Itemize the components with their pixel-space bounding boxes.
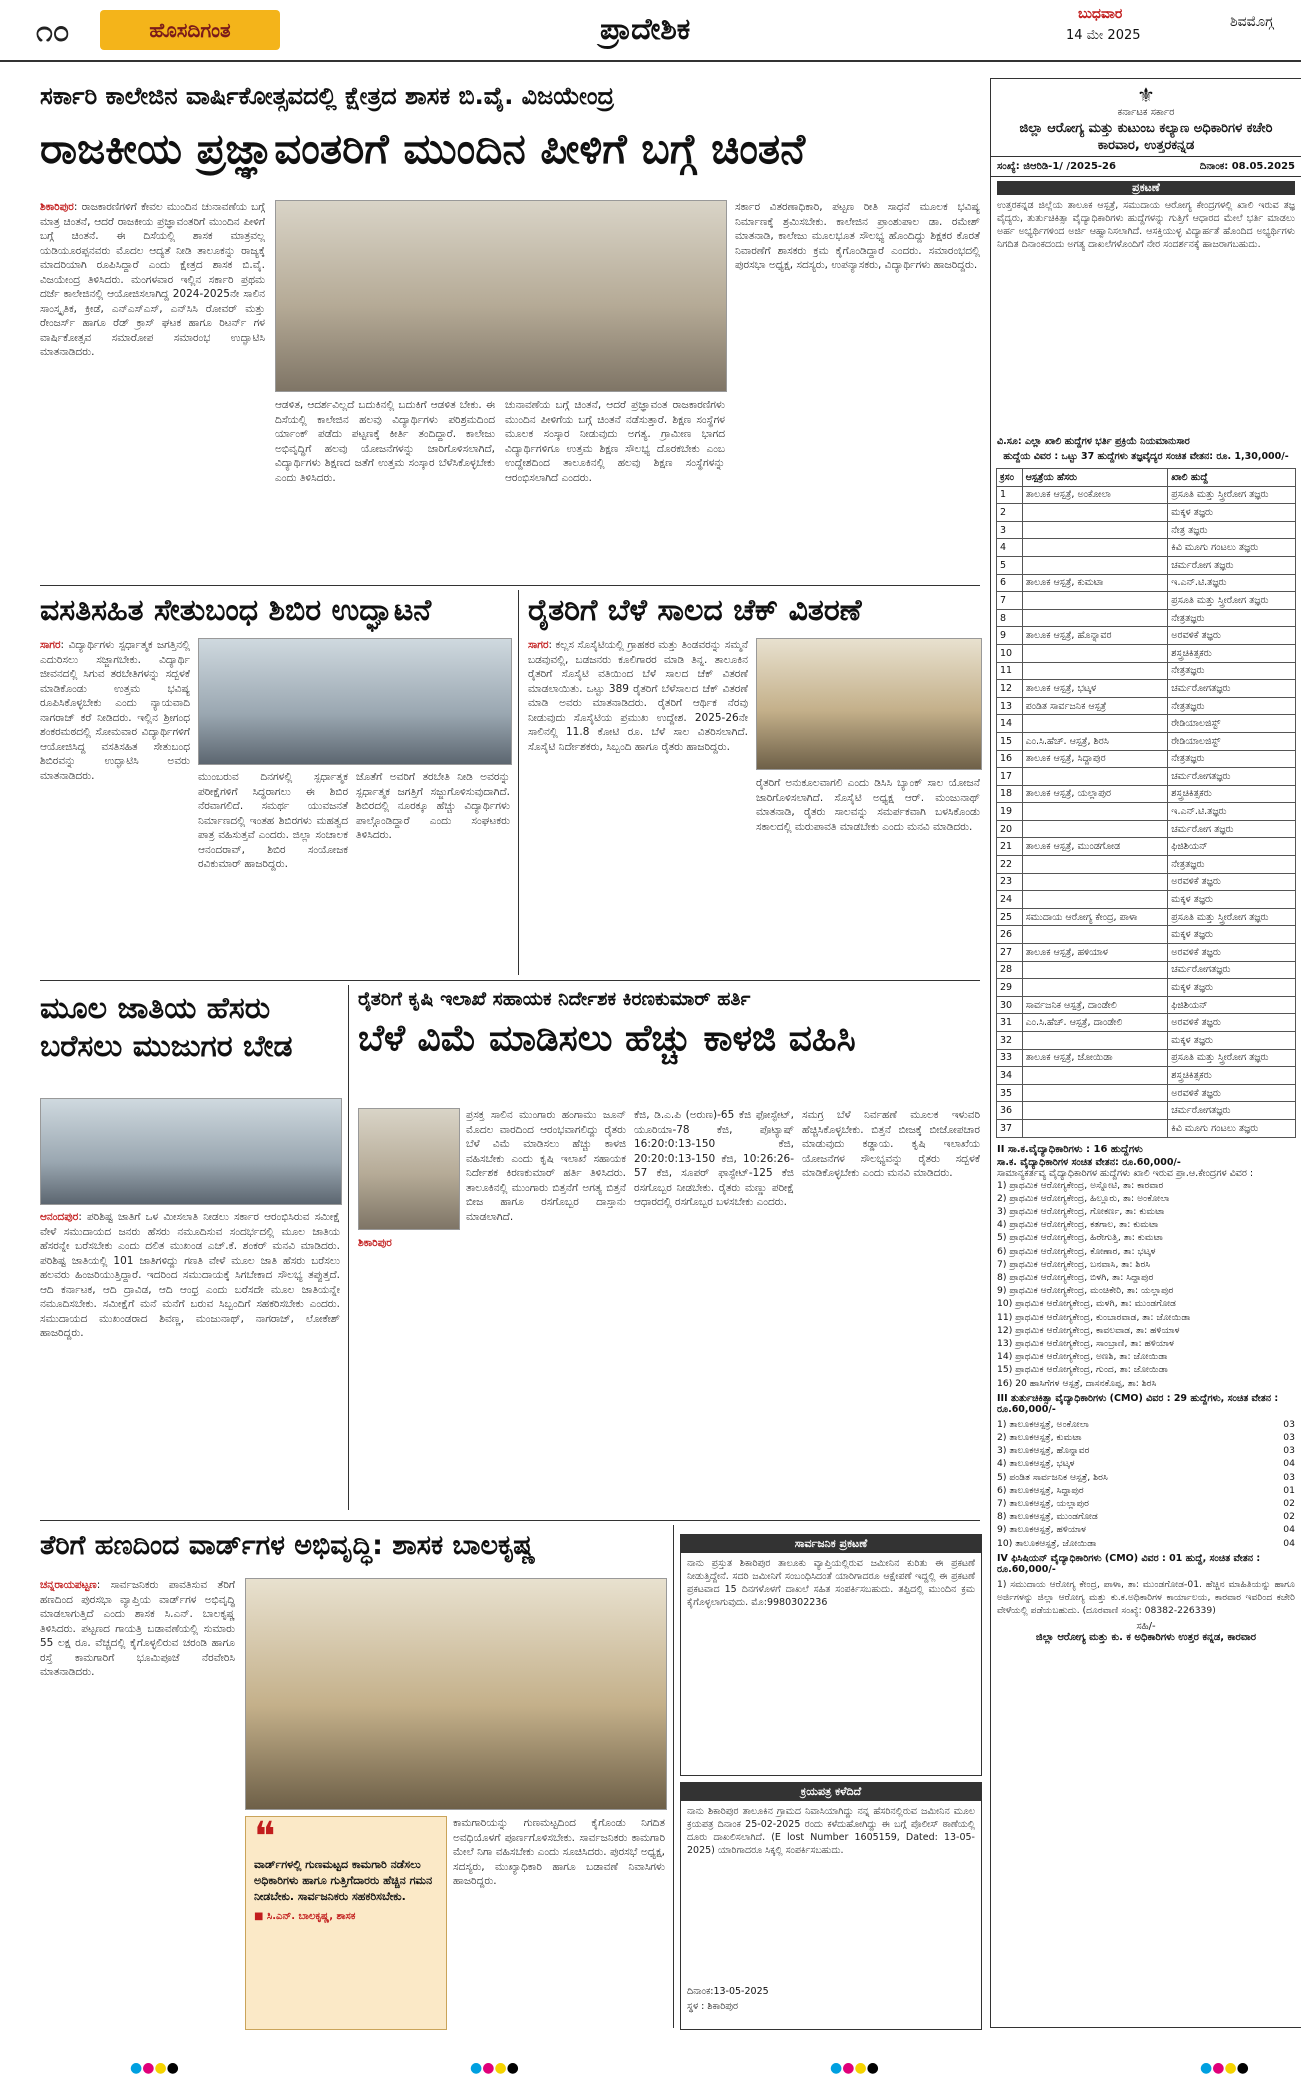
list-item: 12) ಪ್ರಾಥಮಿಕ ಆರೋಗ್ಯಕೇಂದ್ರ, ಕಾವಲವಾಡ, ತಾ: ಹಳಿಯಾಳ: [997, 1324, 1180, 1336]
table-cell: [1022, 556, 1168, 574]
table-cell: 23: [997, 873, 1023, 891]
table-cell: ಇ.ಎನ್.ಟಿ.ತಜ್ಞರು: [1168, 803, 1296, 821]
cheque-body-col2: ರೈತರಿಗೆ ಅನುಕೂಲವಾಗಲಿ ಎಂದು ಡಿಸಿಸಿ ಬ್ಯಾಂಕ್ ಸಾಲ ಯೋಜನೆ ಜಾರಿಗೊಳಿಸಲಾಗಿದೆ. ಸೊಸೈಟಿ ಅಧ್ಯಕ್ಷ ಆರ್. ಮಂಜುನಾಥ್ ಮಾತನಾಡಿ, ರೈತರು ಸಾಲವನ್ನು ಸಮರ್ಪಕವಾಗಿ ಬಳಸಿಕೊಂಡು ಸಕಾಲದಲ್ಲಿ ಮರುಪಾವತಿ ಮಾಡಬೇಕು ಎಂದು ಮನವಿ ಮಾಡಿದರು.: [756, 777, 980, 833]
table-cell: 4: [997, 539, 1023, 557]
table-cell: [1022, 1119, 1168, 1137]
ad-ref: ಸಂಖ್ಯೆ: ಜಿಆರಿಡಿ-1/ /2025-26: [997, 161, 1116, 172]
table-cell: 29: [997, 979, 1023, 997]
table-cell: 35: [997, 1084, 1023, 1102]
ad-sign-1: ಸಹಿ/-: [1136, 1620, 1156, 1632]
table-cell: [1022, 662, 1168, 680]
bridge-body-col2: ಮುಂಬರುವ ದಿನಗಳಲ್ಲಿ ಸ್ಪರ್ಧಾತ್ಮಕ ಪರೀಕ್ಷೆಗಳಿಗೆ ಸಿದ್ಧರಾಗಲು ಈ ಶಿಬಿರ ನೆರವಾಗಲಿದೆ. ಸಮರ್ಥ ಯುವಜನತೆ ನಿರ್ಮಾಣದಲ್ಲಿ ಇಂತಹ ಶಿಬಿರಗಳು ಮಹತ್ವದ ಪಾತ್ರ ವಹಿಸುತ್ತವೆ ಎಂದರು. ಜಿಲ್ಲಾ ಸಂಚಾಲಕ ಆನಂದರಾವ್, ಶಿಬಿರ ಸಂಯೋಜಕ ರವಿಕುಮಾರ್ ಹಾಜರಿದ್ದರು.: [198, 771, 348, 870]
table-cell: ನೇತ್ರತಜ್ಞರು: [1168, 662, 1296, 680]
sale-notice-title: ಕ್ರಯಪತ್ರ ಕಳೆದಿದೆ: [681, 1783, 981, 1801]
table-row: [997, 1102, 1296, 1120]
table-cell: 12: [997, 680, 1023, 698]
table-row: [997, 838, 1296, 856]
table-cell: ನೇತ್ರತಜ್ಞರು: [1168, 856, 1296, 874]
table-row: [997, 750, 1296, 768]
table-cell: [1022, 609, 1168, 627]
table-row: [997, 609, 1296, 627]
table-cell: ನೇತ್ರತಜ್ಞರು: [1168, 609, 1296, 627]
ad-section2-title: II ಸಾ.ಕ.ವೈದ್ಯಾಧಿಕಾರಿಗಳು : 16 ಹುದ್ದೆಗಳು: [997, 1143, 1143, 1155]
table-cell: 22: [997, 856, 1023, 874]
table-cell: 13: [997, 697, 1023, 715]
table-cell: 8: [997, 609, 1023, 627]
divider: [518, 590, 519, 975]
table-cell: ಎಂ.ಸಿ.ಹೆಚ್. ಆಸ್ಪತ್ರೆ, ಶಿರಸಿ: [1022, 732, 1168, 750]
table-row: [997, 627, 1296, 645]
table-row: [997, 662, 1296, 680]
list-item: [997, 1444, 1295, 1457]
table-cell: [1022, 539, 1168, 557]
table-cell: ಚರ್ಮರೋಗತಜ್ಞರು: [1168, 961, 1296, 979]
table-cell: [1022, 961, 1168, 979]
insurance-body-col3: ಸಮಗ್ರ ಬೆಳೆ ನಿರ್ವಹಣೆ ಮೂಲಕ ಇಳುವರಿ ಹೆಚ್ಚಿಸಿಕೊಳ್ಳಬೇಕು. ಬಿತ್ತನೆ ಬೀಜಕ್ಕೆ ಬೀಜೋಪಚಾರ ಮಾಡುವುದು ಕಡ್ಡಾಯ. ಕೃಷಿ ಇಲಾಖೆಯ ಯೋಜನೆಗಳ ಸೌಲಭ್ಯವನ್ನು ರೈತರು ಸದ್ಬಳಕೆ ಮಾಡಿಕೊಳ್ಳಬೇಕು ಎಂದು ಮನವಿ ಮಾಡಿದರು.: [802, 1109, 980, 1179]
vacancy-table-header: [997, 469, 1296, 487]
issue-day: ಬುಧವಾರ: [1078, 6, 1123, 22]
table-cell: ಇ.ಎನ್.ಟಿ.ತಜ್ಞರು: [1168, 574, 1296, 592]
wards-quote: ವಾರ್ಡ್‌ಗಳಲ್ಲಿ ಗುಣಮಟ್ಟದ ಕಾಮಗಾರಿ ನಡೆಸಲು ಅಧಿಕಾರಿಗಳು ಹಾಗೂ ಗುತ್ತಿಗೆದಾರರು ಹೆಚ್ಚಿನ ಗಮನ ನೀಡಬೇಕು. ಸಾರ್ವಜನಿಕರು ಸಹಕರಿಸಬೇಕು.: [254, 1858, 433, 1903]
section-title: ಪ್ರಾದೇಶಿಕ: [600, 12, 691, 47]
table-cell: 10: [997, 644, 1023, 662]
table-cell: ತಾಲೂಕ ಆಸ್ಪತ್ರೆ, ಕುಮಟಾ: [1022, 574, 1168, 592]
wards-quote-box: [245, 1816, 447, 2030]
table-cell: 27: [997, 944, 1023, 962]
table-row: [997, 908, 1296, 926]
table-row: [997, 891, 1296, 909]
public-notice-title: ಸಾರ್ವಜನಿಕ ಪ್ರಕಟಣೆ: [681, 1535, 981, 1553]
list-item-count: 04: [1283, 1524, 1295, 1536]
list-item: 4) ಪ್ರಾಥಮಿಕ ಆರೋಗ್ಯಕೇಂದ್ರ, ಕತಗಾಲ, ತಾ: ಕುಮಟಾ: [997, 1219, 1159, 1231]
table-cell: ಅರವಳಿಕೆ ತಜ್ಞರು: [1168, 873, 1296, 891]
cheque-headline: ರೈತರಿಗೆ ಬೆಳೆ ಸಾಲದ ಚೆಕ್ ವಿತರಣೆ: [528, 593, 862, 628]
table-row: [997, 996, 1296, 1014]
list-item: 10) ಪ್ರಾಥಮಿಕ ಆರೋಗ್ಯಕೇಂದ್ರ, ಮಳಗಿ, ತಾ: ಮುಂಡಗೋಡ: [997, 1298, 1176, 1310]
table-cell: ಚರ್ಮರೋಗ ತಜ್ಞರು: [1168, 556, 1296, 574]
list-item-count: 03: [1283, 1471, 1295, 1483]
caste-dateline: ಆನಂದಪುರ: [40, 1211, 79, 1223]
ad-tag: ಪ್ರಕಟಣೆ: [997, 181, 1295, 195]
list-item: [997, 1431, 1295, 1444]
table-cell: ಚರ್ಮರೋಗತಜ್ಞರು: [1168, 768, 1296, 786]
table-cell: ಪ್ರಸೂತಿ ಮತ್ತು ಸ್ತ್ರೀರೋಗ ತಜ್ಞರು: [1168, 592, 1296, 610]
list-item: 14) ಪ್ರಾಥಮಿಕ ಆರೋಗ್ಯಕೇಂದ್ರ, ಅಣಶಿ, ತಾ: ಜೋಯಿಡಾ: [997, 1351, 1168, 1363]
list-item-label: 8) ತಾಲೂಕಆಸ್ಪತ್ರೆ, ಮುಂಡಗೋಡ: [997, 1511, 1098, 1523]
list-item: [997, 1457, 1295, 1470]
table-cell: 1: [997, 486, 1023, 504]
edition-city: ಶಿವಮೊಗ್ಗ: [1230, 14, 1274, 30]
brand-name: ಹೊಸದಿಗಂತ: [149, 18, 231, 42]
divider: [40, 1520, 980, 1521]
table-cell: ಚರ್ಮರೋಗತಜ್ಞರು: [1168, 680, 1296, 698]
wards-dateline: ಚನ್ನರಾಯಪಟ್ಟಣ: [40, 1579, 97, 1591]
caste-headline: ಮೂಲ ಜಾತಿಯ ಹೆಸರು ಬರೆಸಲು ಮುಜುಗರ ಬೇಡ: [40, 991, 293, 1064]
vacancy-table: [996, 468, 1296, 1138]
cheque-dateline: ಸಾಗರ: [528, 639, 549, 651]
list-item: 9) ಪ್ರಾಥಮಿಕ ಆರೋಗ್ಯಕೇಂದ್ರ, ಮಂಚಿಕೇರಿ, ತಾ: ಯಲ್ಲಾಪುರ: [997, 1285, 1174, 1297]
table-row: [997, 556, 1296, 574]
caste-body: ಆನಂದಪುರ: ಪರಿಶಿಷ್ಟ ಜಾತಿಗೆ ಒಳ ಮೀಸಲಾತಿ ನೀಡಲು ಸರ್ಕಾರ ಆರಂಭಿಸಿರುವ ಸಮೀಕ್ಷೆ ವೇಳೆ ಸಮುದಾಯದ ಜನರು ಹೆಸರು ನಮೂದಿಸುವ ಸಂದರ್ಭದಲ್ಲಿ ಮೂಲ ಜಾತಿಯ ಹೆಸರನ್ನೇ ಬರೆಸಬೇಕು ಎಂದು ದಲಿತ ಮುಖಂಡ ಎಚ್.ಕೆ. ಶಂಕರ್ ಮನವಿ ಮಾಡಿದರು. ಪರಿಶಿಷ್ಟ ಜಾತಿಯಲ್ಲಿ 101 ಜಾತಿಗಳಿದ್ದು ಗಣತಿ ವೇಳೆ ಮೂಲ ಜಾತಿ ಹೆಸರು ಬರೆಸಲು ಹಲವರು ಹಿಂಜರಿಯುತ್ತಿದ್ದಾರೆ. ಇದರಿಂದ ಸಮುದಾಯಕ್ಕೆ ಸಿಗಬೇಕಾದ ಸೌಲಭ್ಯ ತಪ್ಪುತ್ತದೆ. ಆದಿ ಕರ್ನಾಟಕ, ಆದಿ ದ್ರಾವಿಡ, ಆದಿ ಆಂಧ್ರ ಎಂದು ಬರೆಸದೇ ಮೂಲ ಜಾತಿಯನ್ನೇ ನಮೂದಿಸಬೇಕು. ಸಮೀಕ್ಷೆಗೆ ಮನೆ ಮನೆಗೆ ಬರುವ ಸಿಬ್ಬಂದಿಗೆ ಸಹಕರಿಸಬೇಕು ಎಂದರು. ಸಮುದಾಯದ ಮುಖಂಡರಾದ ಶಿವಣ್ಣ, ಮಂಜುನಾಥ್, ನಾಗರಾಜ್, ಲೋಕೇಶ್ ಹಾಜರಿದ್ದರು.: [40, 1211, 340, 1339]
insurance-body-col1: ಪ್ರಸಕ್ತ ಸಾಲಿನ ಮುಂಗಾರು ಹಂಗಾಮು ಜೂನ್ ಮೊದಲ ವಾರದಿಂದ ಆರಂಭವಾಗಲಿದ್ದು ರೈತರು ಬೆಳೆ ವಿಮೆ ಮಾಡಿಸಲು ಹೆಚ್ಚು ಕಾಳಜಿ ವಹಿಸಬೇಕು ಎಂದು ಕೃಷಿ ಇಲಾಖೆ ಸಹಾಯಕ ನಿರ್ದೇಶಕ ಕಿರಣಕುಮಾರ್ ಹರ್ತಿ ತಿಳಿಸಿದರು. ತಾಲೂಕಿನಲ್ಲಿ ಮುಂಗಾರು ಬಿತ್ತನೆಗೆ ಅಗತ್ಯ ಬಿತ್ತನೆ ಬೀಜ ಹಾಗೂ ರಸಗೊಬ್ಬರ ದಾಸ್ತಾನು ಮಾಡಲಾಗಿದೆ.: [466, 1109, 626, 1223]
wards-quote-author: ■ ಸಿ.ಎನ್. ಬಾಲಕೃಷ್ಣ, ಶಾಸಕ: [254, 1911, 356, 1922]
list-item: 8) ಪ್ರಾಥಮಿಕ ಆರೋಗ್ಯಕೇಂದ್ರ, ಬಿಳಗಿ, ತಾ: ಸಿದ್ದಾಪುರ: [997, 1271, 1154, 1283]
table-cell: 31: [997, 1014, 1023, 1032]
divider: [40, 980, 980, 981]
cheque-body-text-1: ಕಲ್ಲಸ ಸೊಸೈಟಿಯಲ್ಲಿ ಗ್ರಾಹಕರ ಮತ್ತು ತಿಂಡವರನ್ನು ಸಮ್ಮನೆ ಬಡವುವಲ್ಲಿ, ಬಡಜನರು ಕೂಲಿಗಾರರ ಮಾಡಿ ತಿನ್ನ. ತಾಲೂಕಿನ ರೈತರಿಗೆ ಸೊಸೈಟಿ ವತಿಯಿಂದ ಬೆಳೆ ಸಾಲದ ಚೆಕ್ ವಿತರಣೆ ಮಾಡಲಾಯಿತು. ಒಟ್ಟು 389 ರೈತರಿಗೆ ಬೆಳೆಸಾಲದ ಚೆಕ್ ವಿತರಣೆ ಮಾಡಿ ಅವರು ಮಾತನಾಡಿದರು.: [528, 639, 748, 709]
table-row: [997, 926, 1296, 944]
table-header-cell: ಆಸ್ಪತ್ರೆಯ ಹೆಸರು: [1022, 469, 1168, 487]
table-cell: ಪ್ರಸೂತಿ ಮತ್ತು ಸ್ತ್ರೀರೋಗ ತಜ್ಞರು: [1168, 486, 1296, 504]
list-item: 6) ಪ್ರಾಥಮಿಕ ಆರೋಗ್ಯಕೇಂದ್ರ, ಕೋಣಾರ, ತಾ: ಭಟ್ಕಳ: [997, 1245, 1156, 1257]
table-cell: 7: [997, 592, 1023, 610]
registration-mark: ●●●●: [470, 2060, 519, 2076]
table-row: [997, 539, 1296, 557]
divider: [673, 1525, 674, 2028]
table-cell: ನೇತ್ರತಜ್ಞರು: [1168, 750, 1296, 768]
sale-notice-place: ಸ್ಥಳ : ಶಿಕಾರಿಪುರ: [687, 2001, 739, 2012]
page-header: [0, 0, 1301, 62]
table-cell: 24: [997, 891, 1023, 909]
wards-body-col2: ಕಾಮಗಾರಿಯನ್ನು ಗುಣಮಟ್ಟದಿಂದ ಕೈಗೊಂಡು ನಿಗದಿತ ಅವಧಿಯೊಳಗೆ ಪೂರ್ಣಗೊಳಿಸಬೇಕು. ಸಾರ್ವಜನಿಕರು ಕಾಮಗಾರಿ ಮೇಲೆ ನಿಗಾ ವಹಿಸಬೇಕು ಎಂದು ಸೂಚಿಸಿದರು. ಪುರಸಭೆ ಅಧ್ಯಕ್ಷ, ಸದಸ್ಯರು, ಮುಖ್ಯಾಧಿಕಾರಿ ಹಾಗೂ ಬಡಾವಣೆ ನಿವಾಸಿಗಳು ಹಾಜರಿದ್ದರು.: [453, 1817, 665, 1887]
ad-section2-list: [991, 1179, 1301, 1390]
table-row: [997, 768, 1296, 786]
table-row: [997, 732, 1296, 750]
table-cell: 19: [997, 803, 1023, 821]
vacancy-table-body: [997, 486, 1296, 1137]
table-cell: 15: [997, 732, 1023, 750]
table-cell: [1022, 521, 1168, 539]
table-cell: [1022, 820, 1168, 838]
list-item-count: 03: [1283, 1418, 1295, 1430]
table-header-cell: ಕ್ರಸಂ: [997, 469, 1023, 487]
table-cell: 16: [997, 750, 1023, 768]
table-cell: ತಾಲೂಕ ಆಸ್ಪತ್ರೆ, ಮುಂಡಗೋಡ: [1022, 838, 1168, 856]
table-cell: ಫಿಜಿಶಿಯನ್: [1168, 996, 1296, 1014]
table-row: [997, 592, 1296, 610]
table-row: [997, 680, 1296, 698]
lead-photo: [275, 200, 727, 392]
list-item: 3) ಪ್ರಾಥಮಿಕ ಆರೋಗ್ಯಕೇಂದ್ರ, ಗೋಕರ್ಣ, ತಾ: ಕುಮಟಾ: [997, 1205, 1165, 1217]
list-item: [997, 1484, 1295, 1497]
list-item-label: 6) ತಾಲೂಕಆಸ್ಪತ್ರೆ, ಸಿದ್ದಾಪುರ: [997, 1484, 1084, 1496]
table-cell: [1022, 644, 1168, 662]
bridge-photo: [198, 638, 512, 765]
table-row: [997, 944, 1296, 962]
lead-body-text-1: ರಾಜಕಾರಣಿಗಳಿಗೆ ಕೇವಲ ಮುಂದಿನ ಚುನಾವಣೆಯ ಬಗ್ಗೆ ಮಾತ್ರ ಚಿಂತನೆ, ಆದರೆ ರಾಜಕೀಯ ಪ್ರಜ್ಞಾವಂತರಿಗೆ ಮುಂದಿನ ಪೀಳಿಗೆ ಬಗ್ಗೆ ಚಿಂತನೆ. ಈ ದಿಸೆಯಲ್ಲಿ ಶಾಸಕ ಮಾತ್ರವಲ್ಲ ಯಡಿಯೂರಪ್ಪನವರು ಮೊದಲ ಆದ್ಯತೆ ನೀಡಿ ತಾಲೂಕನ್ನು ರಾಜ್ಯಕ್ಕೆ ಮಾದರಿಯಾಗಿ ರೂಪಿಸಿದ್ದಾರೆ ಎಂದು ಕ್ಷೇತ್ರದ ಶಾಸಕ ಬಿ.ವೈ. ವಿಜಯೇಂದ್ರ ತಿಳಿಸಿದರು. ಮಂಗಳವಾರ ಇಲ್ಲಿನ ಸರ್ಕಾರಿ ಪ್ರಥಮ ದರ್ಜೆ ಕಾಲೇಜಿನಲ್ಲಿ ಆಯೋಜಿಸಲಾಗಿದ್ದ 2024-2025ನೇ ಸಾಲಿನ ಸಾಂಸ್ಕೃತಿಕ, ಕ್ರೀಡೆ, ಎನ್‌ಎಸ್‌ಎಸ್, ಎನ್‌ಸಿಸಿ ರೋವರ್ ಮತ್ತು ರೇಂಜರ್ಸ್ ಹಾಗೂ ರೆಡ್ ಕ್ರಾಸ್ ಘಟಕ ಹಾಗೂ ರಿಟರ್ನ್ ಗಳ ವಾರ್ಷಿಕೋತ್ಸವ ಸಮಾರೋಪ ಸಮಾರಂಭ ಉದ್ಘಾಟಿಸಿ ಮಾತನಾಡಿದರು.: [40, 201, 265, 358]
table-row: [997, 856, 1296, 874]
ad-sign-2: ಜಿಲ್ಲಾ ಆರೋಗ್ಯ ಮತ್ತು ಕು. ಕ ಅಧಿಕಾರಿಗಳು ಉತ್ತರ ಕನ್ನಡ, ಕಾರವಾರ: [1035, 1631, 1257, 1643]
list-item: [997, 1510, 1295, 1523]
caste-body-text: ಪರಿಶಿಷ್ಟ ಜಾತಿಗೆ ಒಳ ಮೀಸಲಾತಿ ನೀಡಲು ಸರ್ಕಾರ ಆರಂಭಿಸಿರುವ ಸಮೀಕ್ಷೆ ವೇಳೆ ಸಮುದಾಯದ ಜನರು ಹೆಸರು ನಮೂದಿಸುವ ಸಂದರ್ಭದಲ್ಲಿ ಮೂಲ ಜಾತಿಯ ಹೆಸರನ್ನೇ ಬರೆಸಬೇಕು ಎಂದು ದಲಿತ ಮುಖಂಡ ಎಚ್.ಕೆ. ಶಂಕರ್ ಮನವಿ ಮಾಡಿದರು. ಪರಿಶಿಷ್ಟ ಜಾತಿಯಲ್ಲಿ 101 ಜಾತಿಗಳಿದ್ದು ಗಣತಿ ವೇಳೆ ಮೂಲ ಜಾತಿ ಹೆಸರು ಬರೆಸಲು ಹಲವರು ಹಿಂಜರಿಯುತ್ತಿದ್ದಾರೆ. ಇದರಿಂದ ಸಮುದಾಯಕ್ಕೆ ಸಿಗಬೇಕಾದ ಸೌಲಭ್ಯ ತಪ್ಪುತ್ತದೆ. ಆದಿ ಕರ್ನಾಟಕ, ಆದಿ ದ್ರಾವಿಡ, ಆದಿ ಆಂಧ್ರ ಎಂದು ಬರೆಸದೇ ಮೂಲ ಜಾತಿಯನ್ನೇ ನಮೂದಿಸಬೇಕು. ಸಮೀಕ್ಷೆಗೆ ಮನೆ ಮನೆಗೆ ಬರುವ ಸಿಬ್ಬಂದಿಗೆ ಸಹಕರಿಸಬೇಕು ಎಂದರು. ಸಮುದಾಯದ ಮುಖಂಡರಾದ ಶಿವಣ್ಣ, ಮಂಜುನಾಥ್, ನಾಗರಾಜ್, ಲೋಕೇಶ್ ಹಾಜರಿದ್ದರು.: [40, 1211, 340, 1339]
ad-section4-title: IV ಫಿಸಿಷಿಯನ್ ವೈದ್ಯಾಧಿಕಾರಿಗಳು (CMO) ವಿವರ : 01 ಹುದ್ದೆ, ಸಂಚಿತ ವೇತನ : ರೂ.60,000/-: [997, 1552, 1261, 1575]
table-cell: 18: [997, 785, 1023, 803]
lead-dateline: ಶಿಕಾರಿಪುರ: [40, 201, 74, 213]
table-cell: [1022, 873, 1168, 891]
list-item: 7) ಪ್ರಾಥಮಿಕ ಆರೋಗ್ಯಕೇಂದ್ರ, ಬನವಾಸಿ, ತಾ: ಶಿರಸಿ: [997, 1258, 1151, 1270]
table-cell: 17: [997, 768, 1023, 786]
table-cell: ಮಕ್ಕಳ ತಜ್ಞರು: [1168, 926, 1296, 944]
quote-mark-icon: ❝: [254, 1814, 276, 1860]
table-cell: ಶಸ್ತ್ರಚಿಕಿತ್ಸಕರು: [1168, 785, 1296, 803]
table-cell: ಮಕ್ಕಳ ತಜ್ಞರು: [1168, 504, 1296, 522]
table-cell: 25: [997, 908, 1023, 926]
table-cell: 26: [997, 926, 1023, 944]
table-cell: ಮಕ್ಕಳ ತಜ್ಞರು: [1168, 979, 1296, 997]
table-cell: ಮಕ್ಕಳ ತಜ್ಞರು: [1168, 891, 1296, 909]
table-cell: ಅರವಳಿಕೆ ತಜ್ಞರು: [1168, 1084, 1296, 1102]
table-cell: ಪ್ರಸೂತಿ ಮತ್ತು ಸ್ತ್ರೀರೋಗ ತಜ್ಞರು: [1168, 1049, 1296, 1067]
cheque-body-text-2: ರೈತರಿಗೆ ಆರ್ಥಿಕ ನೆರವು ನೀಡುವುದು ಸೊಸೈಟಿಯ ಪ್ರಮುಖ ಉದ್ದೇಶ. 2025-26ನೇ ಸಾಲಿನಲ್ಲಿ 11.8 ಕೋಟಿ ರೂ. ಬೆಳೆ ಸಾಲ ವಿತರಿಸಲಾಗಿದೆ. ಸೊಸೈಟಿ ನಿರ್ದೇಶಕರು, ಸಿಬ್ಬಂದಿ ಹಾಗೂ ರೈತರು ಹಾಜರಿದ್ದರು.: [528, 697, 748, 753]
bridge-dateline: ಸಾಗರ: [40, 639, 61, 651]
list-item-label: 9) ತಾಲೂಕಆಸ್ಪತ್ರೆ, ಹಳಿಯಾಳ: [997, 1524, 1086, 1536]
table-cell: ತಾಲೂಕ ಆಸ್ಪತ್ರೆ, ಹಳಿಯಾಳ: [1022, 944, 1168, 962]
table-cell: ಚರ್ಮರೋಗತಜ್ಞರು: [1168, 1102, 1296, 1120]
list-item-label: 4) ತಾಲೂಕಆಸ್ಪತ್ರೆ, ಭಟ್ಕಳ: [997, 1458, 1075, 1470]
table-row: [997, 1067, 1296, 1085]
ad-ref-row: [991, 156, 1301, 177]
cheque-body-col1: ಸಾಗರ: ಕಲ್ಲಸ ಸೊಸೈಟಿಯಲ್ಲಿ ಗ್ರಾಹಕರ ಮತ್ತು ತಿಂಡವರನ್ನು ಸಮ್ಮನೆ ಬಡವುವಲ್ಲಿ, ಬಡಜನರು ಕೂಲಿಗಾರರ ಮಾಡಿ ತಿನ್ನ. ತಾಲೂಕಿನ ರೈತರಿಗೆ ಸೊಸೈಟಿ ವತಿಯಿಂದ ಬೆಳೆ ಸಾಲದ ಚೆಕ್ ವಿತರಣೆ ಮಾಡಲಾಯಿತು. ಒಟ್ಟು 389 ರೈತರಿಗೆ ಬೆಳೆಸಾಲದ ಚೆಕ್ ವಿತರಣೆ ಮಾಡಿ ಅವರು ಮಾತನಾಡಿದರು. ರೈತರಿಗೆ ಆರ್ಥಿಕ ನೆರವು ನೀಡುವುದು ಸೊಸೈಟಿಯ ಪ್ರಮುಖ ಉದ್ದೇಶ. 2025-26ನೇ ಸಾಲಿನಲ್ಲಿ 11.8 ಕೋಟಿ ರೂ. ಬೆಳೆ ಸಾಲ ವಿತರಿಸಲಾಗಿದೆ. ಸೊಸೈಟಿ ನಿರ್ದೇಶಕರು, ಸಿಬ್ಬಂದಿ ಹಾಗೂ ರೈತರು ಹಾಜರಿದ್ದರು.: [528, 639, 748, 753]
table-row: [997, 873, 1296, 891]
table-row: [997, 1084, 1296, 1102]
list-item-label: 1) ತಾಲೂಕಆಸ್ಪತ್ರೆ, ಅಂಕೋಲಾ: [997, 1418, 1089, 1430]
table-cell: 3: [997, 521, 1023, 539]
table-cell: ಅರವಳಿಕೆ ತಜ್ಞರು: [1168, 1014, 1296, 1032]
ad-section4-body: 1) ಸಮುದಾಯ ಆರೋಗ್ಯ ಕೇಂದ್ರ, ಪಾಳಾ, ತಾ: ಮುಂಡಗೋಡ-01. ಹೆಚ್ಚಿನ ಮಾಹಿತಿಯನ್ನು ಹಾಗೂ ಅರ್ಜಿಗಳನ್ನು ಜಿಲ್ಲಾ ಆರೋಗ್ಯ ಮತ್ತು ಕು.ಕ.ಅಧಿಕಾರಿಗಳ ಕಾರ್ಯಾಲಯ, ಕಾರವಾರ ಇವರಿಂದ ಕಚೇರಿ ವೇಳೆಯಲ್ಲಿ ಪಡೆಯಬಹುದು. (ದೂರವಾಣಿ ಸಂಖ್ಯೆ: 08382-226339): [997, 1578, 1295, 1616]
list-item-label: 10) ತಾಲೂಕಆಸ್ಪತ್ರೆ, ಜೋಯಿಡಾ: [997, 1537, 1097, 1549]
table-cell: ತಾಲೂಕ ಆಸ್ಪತ್ರೆ, ಸಿದ್ದಾಪುರ: [1022, 750, 1168, 768]
table-cell: [1022, 803, 1168, 821]
divider: [40, 585, 980, 586]
table-cell: ತಾಲೂಕ ಆಸ್ಪತ್ರೆ, ಯಲ್ಲಾಪುರ: [1022, 785, 1168, 803]
table-cell: 21: [997, 838, 1023, 856]
table-cell: [1022, 592, 1168, 610]
table-cell: [1022, 1067, 1168, 1085]
masthead-logo: [100, 10, 280, 50]
list-item-count: 02: [1283, 1498, 1295, 1510]
list-item: [997, 1418, 1295, 1431]
table-cell: ರೇಡಿಯಾಲಜಿಸ್ಟ್: [1168, 715, 1296, 733]
ad-section2-pay: ಸಾ.ಕ. ವೈದ್ಯಾಧಿಕಾರಿಗಳ ಸಂಚಿತ ವೇತನ: ರೂ.60,000/-: [997, 1156, 1181, 1168]
page-number: ೧೦: [36, 14, 70, 49]
public-notice: [680, 1534, 982, 1776]
ad-section2-sub: ಸಾಮಾನ್ಯಕರ್ತವ್ಯ ವೈದ್ಯಾಧಿಕಾರಿಗಳ ಹುದ್ದೆಗಳು ಖಾಲಿ ಇರುವ ಪ್ರಾ.ಆ.ಕೇಂದ್ರಗಳ ವಿವರ :: [997, 1167, 1254, 1179]
table-cell: [1022, 979, 1168, 997]
lead-headline: ರಾಜಕೀಯ ಪ್ರಜ್ಞಾವಂತರಿಗೆ ಮುಂದಿನ ಪೀಳಿಗೆ ಬಗ್ಗೆ ಚಿಂತನೆ: [40, 124, 806, 173]
table-cell: ಸಮುದಾಯ ಆರೋಗ್ಯ ಕೇಂದ್ರ, ಪಾಳಾ: [1022, 908, 1168, 926]
registration-mark: ●●●●: [1200, 2060, 1249, 2076]
bridge-headline: ವಸತಿಸಹಿತ ಸೇತುಬಂಧ ಶಿಬಿರ ಉದ್ಘಾಟನೆ: [40, 593, 432, 628]
table-cell: ಶಸ್ತ್ರಚಿಕಿತ್ಸಕರು: [1168, 644, 1296, 662]
cheque-photo: [756, 638, 982, 770]
table-cell: ಫಿಜಿಶಿಯನ್: [1168, 838, 1296, 856]
table-cell: ಶಸ್ತ್ರಚಿಕಿತ್ಸಕರು: [1168, 1067, 1296, 1085]
table-cell: ಪಂಡಿತ ಸಾರ್ವಜನಿಕ ಆಸ್ಪತ್ರೆ: [1022, 697, 1168, 715]
table-row: [997, 644, 1296, 662]
table-cell: 28: [997, 961, 1023, 979]
list-item: [997, 1497, 1295, 1510]
issue-date: 14 ಮೇ 2025: [1066, 28, 1141, 43]
table-row: [997, 1014, 1296, 1032]
table-cell: 20: [997, 820, 1023, 838]
table-cell: ತಾಲೂಕ ಆಸ್ಪತ್ರೆ, ಹೊನ್ನಾವರ: [1022, 627, 1168, 645]
table-cell: 32: [997, 1032, 1023, 1050]
official-portrait: [358, 1108, 460, 1230]
lead-body-col2: ಆಡಳಿತ, ಆದರ್ಶವಿಲ್ಲದೆ ಬದುಕಿನಲ್ಲಿ ಬದುಕಿಗೆ ಆಡಳಿತ ಬೇಕು. ಈ ದಿಸೆಯಲ್ಲಿ ಕಾಲೇಜಿನ ಹಲವು ವಿದ್ಯಾರ್ಥಿಗಳು ಪರಿಶ್ರಮದಿಂದ ರ್ಯಾಂಕ್ ಪಡೆದು ಪಟ್ಟಣಕ್ಕೆ ಕೀರ್ತಿ ತಂದಿದ್ದಾರೆ. ಕಾಲೇಜು ಅಭಿವೃದ್ಧಿಗೆ ಹಲವು ಯೋಜನೆಗಳನ್ನು ಜಾರಿಗೊಳಿಸಲಾಗಿದೆ, ವಿದ್ಯಾರ್ಥಿಗಳು ಶಿಕ್ಷಣದ ಜತೆಗೆ ಉತ್ತಮ ಸಂಸ್ಕಾರ ಬೆಳೆಸಿಕೊಳ್ಳಬೇಕು ಎಂದು ತಿಳಿಸಿದರು.: [275, 399, 495, 484]
wards-body-col1: ಚನ್ನರಾಯಪಟ್ಟಣ: ಸಾರ್ವಜನಿಕರು ಪಾವತಿಸುವ ತೆರಿಗೆ ಹಣದಿಂದ ಪುರಸಭಾ ವ್ಯಾಪ್ತಿಯ ವಾರ್ಡ್‌ಗಳ ಅಭಿವೃದ್ಧಿ ಮಾಡಲಾಗುತ್ತಿದೆ ಎಂದು ಶಾಸಕ ಸಿ.ಎನ್. ಬಾಲಕೃಷ್ಣ ತಿಳಿಸಿದರು. ಪಟ್ಟಣದ ಗಾಯತ್ರಿ ಬಡಾವಣೆಯಲ್ಲಿ ಸುಮಾರು 55 ಲಕ್ಷ ರೂ. ವೆಚ್ಚದಲ್ಲಿ ಕೈಗೊಳ್ಳಲಿರುವ ಚರಂಡಿ ಹಾಗೂ ರಸ್ತೆ ಕಾಮಗಾರಿಗೆ ಭೂಮಿಪೂಜೆ ನೆರವೇರಿಸಿ ಮಾತನಾಡಿದರು.: [40, 1579, 235, 1678]
ad-section3-title: III ತುರ್ತುಚಿಕಿತ್ಸಾ ವೈದ್ಯಾಧಿಕಾರಿಗಳು (CMO) ವಿವರ : 29 ಹುದ್ದೆಗಳು, ಸಂಚಿತ ವೇತನ : ರೂ.60,000/-: [997, 1392, 1279, 1415]
table-cell: ಎಂ.ಸಿ.ಹೆಚ್. ಆಸ್ಪತ್ರೆ, ದಾಂಡೇಲಿ: [1022, 1014, 1168, 1032]
ad-ref-date: ದಿನಾಂಕ: 08.05.2025: [1199, 161, 1295, 172]
table-cell: 36: [997, 1102, 1023, 1120]
table-cell: ತಾಲೂಕ ಆಸ್ಪತ್ರೆ, ಜೋಯಿಡಾ: [1022, 1049, 1168, 1067]
table-row: [997, 1049, 1296, 1067]
table-cell: ನೇತ್ರ ತಜ್ಞರು: [1168, 521, 1296, 539]
table-row: [997, 521, 1296, 539]
list-item: [997, 1537, 1295, 1550]
table-cell: ತಾಲೂಕ ಆಸ್ಪತ್ರೆ, ಭಟ್ಕಳ: [1022, 680, 1168, 698]
list-item: 15) ಪ್ರಾಥಮಿಕ ಆರೋಗ್ಯಕೇಂದ್ರ, ಗುಂದ, ತಾ: ಜೋಯಿಡಾ: [997, 1364, 1168, 1376]
table-cell: ಚರ್ಮರೋಗ ತಜ್ಞರು: [1168, 820, 1296, 838]
table-cell: [1022, 715, 1168, 733]
list-item-label: 2) ತಾಲೂಕಆಸ್ಪತ್ರೆ, ಕುಮಟಾ: [997, 1432, 1082, 1444]
table-cell: [1022, 504, 1168, 522]
registration-mark: ●●●●: [830, 2060, 879, 2076]
wards-body-text-1: ಸಾರ್ವಜನಿಕರು ಪಾವತಿಸುವ ತೆರಿಗೆ ಹಣದಿಂದ ಪುರಸಭಾ ವ್ಯಾಪ್ತಿಯ ವಾರ್ಡ್‌ಗಳ ಅಭಿವೃದ್ಧಿ ಮಾಡಲಾಗುತ್ತಿದೆ ಎಂದು ಶಾಸಕ ಸಿ.ಎನ್. ಬಾಲಕೃಷ್ಣ ತಿಳಿಸಿದರು. ಪಟ್ಟಣದ ಗಾಯತ್ರಿ ಬಡಾವಣೆಯಲ್ಲಿ ಸುಮಾರು 55 ಲಕ್ಷ ರೂ. ವೆಚ್ಚದಲ್ಲಿ ಕೈಗೊಳ್ಳಲಿರುವ ಚರಂಡಿ ಹಾಗೂ ರಸ್ತೆ ಕಾಮಗಾರಿಗೆ ಭೂಮಿಪೂಜೆ ನೆರವೇರಿಸಿ ಮಾತನಾಡಿದರು.: [40, 1579, 235, 1678]
insurance-body-col1a: [358, 1236, 458, 1510]
insurance-dateline: ಶಿಕಾರಿಪುರ: [358, 1237, 392, 1249]
table-cell: 14: [997, 715, 1023, 733]
ad-section3-list: [991, 1418, 1301, 1550]
insurance-headline: ಬೆಳೆ ವಿಮೆ ಮಾಡಿಸಲು ಹೆಚ್ಚು ಕಾಳಜಿ ವಹಿಸಿ: [358, 1018, 856, 1059]
list-item-count: 02: [1283, 1511, 1295, 1523]
caste-photo: [40, 1098, 342, 1205]
table-row: [997, 785, 1296, 803]
table-cell: [1022, 891, 1168, 909]
table-cell: 6: [997, 574, 1023, 592]
table-cell: 11: [997, 662, 1023, 680]
wards-headline: ತೆರಿಗೆ ಹಣದಿಂದ ವಾರ್ಡ್‌ಗಳ ಅಭಿವೃದ್ಧಿ: ಶಾಸಕ ಬಾಲಕೃಷ್ಣ: [40, 1530, 536, 1561]
insurance-kicker: ರೈತರಿಗೆ ಕೃಷಿ ಇಲಾಖೆ ಸಹಾಯಕ ನಿರ್ದೇಶಕ ಕಿರಣಕುಮಾರ್ ಹರ್ತಿ: [358, 988, 751, 1010]
ad-subject: ವಿ.ಸೂ: ಎಲ್ಲಾ ಖಾಲಿ ಹುದ್ದೆಗಳ ಭರ್ತಿ ಪ್ರಕ್ರಿಯೆ ನಿಯಮಾನುಸಾರ: [997, 436, 1190, 447]
government-advertisement: [990, 78, 1301, 2028]
list-item: 1) ಪ್ರಾಥಮಿಕ ಆರೋಗ್ಯಕೇಂದ್ರ, ಅಸ್ನೋಟಿ, ತಾ: ಕಾರವಾರ: [997, 1179, 1164, 1191]
table-cell: ಅರವಳಿಕೆ ತಜ್ಞರು: [1168, 944, 1296, 962]
table-cell: 5: [997, 556, 1023, 574]
table-cell: 34: [997, 1067, 1023, 1085]
table-cell: ಕಿವಿ ಮೂಗು ಗಂಟಲು ತಜ್ಞರು: [1168, 539, 1296, 557]
public-notice-body: ನಾನು ಪ್ರಸ್ತುತ ಶಿಕಾರಿಪುರ ತಾಲೂಕು ವ್ಯಾಪ್ತಿಯಲ್ಲಿರುವ ಜಮೀನಿನ ಕುರಿತು ಈ ಪ್ರಕಟಣೆ ನೀಡುತ್ತಿದ್ದೇನೆ. ಸದರಿ ಜಮೀನಿಗೆ ಸಂಬಂಧಿಸಿದಂತೆ ಯಾರಿಗಾದರೂ ಆಕ್ಷೇಪಣೆ ಇದ್ದಲ್ಲಿ ಈ ಪ್ರಕಟಣೆ ಪ್ರಕಟವಾದ 15 ದಿನಗಳೊಳಗೆ ದಾಖಲೆ ಸಹಿತ ಸಂಪರ್ಕಿಸಬಹುದು. ತಪ್ಪಿದಲ್ಲಿ ಮುಂದಿನ ಕ್ರಮ ಕೈಗೊಳ್ಳಲಾಗುವುದು. ಮೊ:9980302236: [687, 1558, 975, 1608]
list-item-count: 03: [1283, 1445, 1295, 1457]
table-cell: 30: [997, 996, 1023, 1014]
table-row: [997, 574, 1296, 592]
table-row: [997, 820, 1296, 838]
table-cell: ಮಕ್ಕಳ ತಜ್ಞರು: [1168, 1032, 1296, 1050]
table-row: [997, 961, 1296, 979]
table-cell: ನೇತ್ರತಜ್ಞರು: [1168, 697, 1296, 715]
list-item: 11) ಪ್ರಾಥಮಿಕ ಆರೋಗ್ಯಕೇಂದ್ರ, ಕುಂಬಾರವಾಡ, ತಾ: ಜೋಯಿಡಾ: [997, 1311, 1191, 1323]
table-cell: [1022, 856, 1168, 874]
list-item-count: 01: [1283, 1484, 1295, 1496]
list-item: 2) ಪ್ರಾಥಮಿಕ ಆರೋಗ್ಯಕೇಂದ್ರ, ಹಿಲ್ಲೂರು, ತಾ: ಅಂಕೋಲಾ: [997, 1192, 1170, 1204]
list-item-count: 03: [1283, 1432, 1295, 1444]
bridge-body-text-1: ವಿದ್ಯಾರ್ಥಿಗಳು ಸ್ಪರ್ಧಾತ್ಮಕ ಜಗತ್ತಿನಲ್ಲಿ ಎದುರಿಸಲು ಸಜ್ಜಾಗಬೇಕು. ವಿದ್ಯಾರ್ಥಿ ಜೀವನದಲ್ಲಿ ಸಿಗುವ ತರಬೇತಿಗಳನ್ನು ಸದ್ಬಳಕೆ ಮಾಡಿಕೊಂಡು ಉತ್ತಮ ಭವಿಷ್ಯ ರೂಪಿಸಿಕೊಳ್ಳಬೇಕು ಎಂದು ನ್ಯಾಯವಾದಿ ನಾಗರಾಜ್ ಕರೆ ನೀಡಿದರು. ಇಲ್ಲಿನ ಶ್ರೀಗಂಧ ಶಂಕರಮಠದಲ್ಲಿ ಸೋಮವಾರ ವಿದ್ಯಾರ್ಥಿಗಳಿಗೆ ಆಯೋಜಿಸಿದ್ದ ವಸತಿಸಹಿತ ಸೇತುಬಂಧ ಶಿಬಿರವನ್ನು ಉದ್ಘಾಟಿಸಿ ಅವರು ಮಾತನಾಡಿದರು.: [40, 639, 190, 782]
table-cell: ಸಾರ್ವಜನಿಕ ಆಸ್ಪತ್ರೆ, ದಾಂಡೇಲಿ: [1022, 996, 1168, 1014]
sale-notice-date: ದಿನಾಂಕ:13-05-2025: [687, 1986, 769, 1997]
table-row: [997, 697, 1296, 715]
divider: [348, 985, 349, 1510]
table-cell: ತಾಲೂಕ ಆಸ್ಪತ್ರೆ, ಅಂಕೋಲಾ: [1022, 486, 1168, 504]
table-cell: ರೇಡಿಯಾಲಜಿಸ್ಟ್: [1168, 732, 1296, 750]
list-item-count: 04: [1283, 1458, 1295, 1470]
list-item: 16) 20 ಹಾಸಿಗೆಗಳ ಆಸ್ಪತ್ರೆ, ದಾಸನಕೊಪ್ಪ, ತಾ: ಶಿರಸಿ: [997, 1377, 1157, 1389]
table-row: [997, 1119, 1296, 1137]
lead-body-col1: ಶಿಕಾರಿಪುರ: ರಾಜಕಾರಣಿಗಳಿಗೆ ಕೇವಲ ಮುಂದಿನ ಚುನಾವಣೆಯ ಬಗ್ಗೆ ಮಾತ್ರ ಚಿಂತನೆ, ಆದರೆ ರಾಜಕೀಯ ಪ್ರಜ್ಞಾವಂತರಿಗೆ ಮುಂದಿನ ಪೀಳಿಗೆ ಬಗ್ಗೆ ಚಿಂತನೆ. ಈ ದಿಸೆಯಲ್ಲಿ ಶಾಸಕ ಮಾತ್ರವಲ್ಲ ಯಡಿಯೂರಪ್ಪನವರು ಮೊದಲ ಆದ್ಯತೆ ನೀಡಿ ತಾಲೂಕನ್ನು ರಾಜ್ಯಕ್ಕೆ ಮಾದರಿಯಾಗಿ ರೂಪಿಸಿದ್ದಾರೆ ಎಂದು ಕ್ಷೇತ್ರದ ಶಾಸಕ ಬಿ.ವೈ. ವಿಜಯೇಂದ್ರ ತಿಳಿಸಿದರು. ಮಂಗಳವಾರ ಇಲ್ಲಿನ ಸರ್ಕಾರಿ ಪ್ರಥಮ ದರ್ಜೆ ಕಾಲೇಜಿನಲ್ಲಿ ಆಯೋಜಿಸಲಾಗಿದ್ದ 2024-2025ನೇ ಸಾಲಿನ ಸಾಂಸ್ಕೃತಿಕ, ಕ್ರೀಡೆ, ಎನ್‌ಎಸ್‌ಎಸ್, ಎನ್‌ಸಿಸಿ ರೋವರ್ ಮತ್ತು ರೇಂಜರ್ಸ್ ಹಾಗೂ ರೆಡ್ ಕ್ರಾಸ್ ಘಟಕ ಹಾಗೂ ರಿಟರ್ನ್ ಗಳ ವಾರ್ಷಿಕೋತ್ಸವ ಸಮಾರೋಪ ಸಮಾರಂಭ ಉದ್ಘಾಟಿಸಿ ಮಾತನಾಡಿದರು.: [40, 201, 265, 358]
table-cell: [1022, 768, 1168, 786]
table-cell: 37: [997, 1119, 1023, 1137]
table-cell: [1022, 1032, 1168, 1050]
table-cell: [1022, 1102, 1168, 1120]
table-cell: ಪ್ರಸೂತಿ ಮತ್ತು ಸ್ತ್ರೀರೋಗ ತಜ್ಞರು: [1168, 908, 1296, 926]
table-cell: 9: [997, 627, 1023, 645]
ad-office: ಜಿಲ್ಲಾ ಆರೋಗ್ಯ ಮತ್ತು ಕುಟುಂಬ ಕಲ್ಯಾಣ ಅಧಿಕಾರಿಗಳ ಕಚೇರಿ ಕಾರವಾರ, ಉತ್ತರಕನ್ನಡ: [1019, 121, 1273, 153]
state-emblem-icon: ⚜: [1137, 83, 1155, 107]
table-cell: ಅರವಳಿಕೆ ತಜ್ಞರು: [1168, 627, 1296, 645]
table-row: [997, 1032, 1296, 1050]
table-row: [997, 803, 1296, 821]
list-item: [997, 1523, 1295, 1536]
registration-mark: ●●●●: [130, 2060, 179, 2076]
lead-subhead: ಸರ್ಕಾರಿ ಕಾಲೇಜಿನ ವಾರ್ಷಿಕೋತ್ಸವದಲ್ಲಿ ಕ್ಷೇತ್ರದ ಶಾಸಕ ಬಿ.ವೈ. ವಿಜಯೇಂದ್ರ: [40, 82, 615, 110]
list-item-label: 3) ತಾಲೂಕಆಸ್ಪತ್ರೆ, ಹೊನ್ನಾವರ: [997, 1445, 1090, 1457]
list-item: 5) ಪ್ರಾಥಮಿಕ ಆರೋಗ್ಯಕೇಂದ್ರ, ಹಿರೇಗುತ್ತಿ, ತಾ: ಕುಮಟಾ: [997, 1232, 1163, 1244]
lead-body-col4: ಸರ್ಕಾರ ವಿತರಣಾಧಿಕಾರಿ, ಪಟ್ಟಣ ರೀತಿ ಸಾಧನೆ ಮೂಲಕ ಭವಿಷ್ಯ ನಿರ್ಮಾಣಕ್ಕೆ ಶ್ರಮಿಸಬೇಕು. ಕಾಲೇಜಿನ ಪ್ರಾಂಶುಪಾಲ ಡಾ. ರಮೇಶ್ ಮಾತನಾಡಿ, ಕಾಲೇಜು ಮೂಲಭೂತ ಸೌಲಭ್ಯ ಹೊಂದಿದ್ದು ಶಿಕ್ಷಕರ ಕೊರತೆ ನಿವಾರಣೆಗೆ ಶಾಸಕರು ಕ್ರಮ ಕೈಗೊಂಡಿದ್ದಾರೆ ಎಂದರು. ಸಮಾರಂಭದಲ್ಲಿ ಪುರಸಭಾ ಅಧ್ಯಕ್ಷ, ಸದಸ್ಯರು, ಉಪನ್ಯಾಸಕರು, ವಿದ್ಯಾರ್ಥಿಗಳು ಹಾಜರಿದ್ದರು.: [735, 201, 980, 271]
ad-state: ಕರ್ನಾಟಕ ಸರ್ಕಾರ: [1117, 107, 1175, 118]
insurance-body-col2: ಕೆಜಿ, ಡಿ.ಎ.ಪಿ (ಅರುಣ)-65 ಕೆಜಿ ಫೋಸ್ಫೇಟ್, ಯೂರಿಯಾ-78 ಕೆಜಿ, ಪೊಟ್ಯಾಷ್ 16:20:0:13-150 ಕೆಜಿ, 20:20:0:13-150 ಕೆಜಿ, 10:26:26-57 ಕೆಜಿ, ಸೂಪರ್ ಫಾಸ್ಫೇಟ್-125 ಕೆಜಿ ರಸಗೊಬ್ಬರ ನೀಡಬೇಕು. ರೈತರು ಮಣ್ಣು ಪರೀಕ್ಷೆ ಆಧಾರದಲ್ಲಿ ರಸಗೊಬ್ಬರ ಬಳಸಬೇಕು ಎಂದರು.: [634, 1109, 794, 1208]
table-header-cell: ಖಾಲಿ ಹುದ್ದೆ: [1168, 469, 1296, 487]
ad-body: ಉತ್ತರಕನ್ನಡ ಜಿಲ್ಲೆಯ ತಾಲೂಕ ಆಸ್ಪತ್ರೆ, ಸಮುದಾಯ ಆರೋಗ್ಯ ಕೇಂದ್ರಗಳಲ್ಲಿ ಖಾಲಿ ಇರುವ ತಜ್ಞ ವೈದ್ಯರು, ತುರ್ತುಚಿಕಿತ್ಸಾ ವೈದ್ಯಾಧಿಕಾರಿಗಳು ಹುದ್ದೆಗಳನ್ನು ಗುತ್ತಿಗೆ ಆಧಾರದ ಮೇಲೆ ಭರ್ತಿ ಮಾಡಲು ಅರ್ಹ ಅಭ್ಯರ್ಥಿಗಳಿಂದ ಅರ್ಜಿ ಆಹ್ವಾನಿಸಲಾಗಿದೆ. ಆಸಕ್ತಿಯುಳ್ಳ ವಿದ್ಯಾರ್ಹತೆ ಹೊಂದಿದ ಅಭ್ಯರ್ಥಿಗಳು ನಿಗದಿತ ದಿನಾಂಕದಂದು ಅಗತ್ಯ ದಾಖಲೆಗಳೊಂದಿಗೆ ನೇರ ಸಂದರ್ಶನಕ್ಕೆ ಹಾಜರಾಗಬಹುದು.: [997, 200, 1295, 250]
table-row: [997, 715, 1296, 733]
list-item: [997, 1471, 1295, 1484]
sale-deed-notice: [680, 1782, 982, 2030]
list-item-label: 5) ಪಂಡಿತ ಸಾರ್ವಜನಿಕ ಆಸ್ಪತ್ರೆ, ಶಿರಸಿ: [997, 1471, 1108, 1483]
table-cell: ಕಿವಿ ಮೂಗು ಗಂಟಲು ತಜ್ಞರು: [1168, 1119, 1296, 1137]
table-cell: [1022, 1084, 1168, 1102]
table-cell: 33: [997, 1049, 1023, 1067]
sale-notice-body: ನಾನು ಶಿಕಾರಿಪುರ ತಾಲೂಕಿನ ಗ್ರಾಮದ ನಿವಾಸಿಯಾಗಿದ್ದು ನನ್ನ ಹೆಸರಿನಲ್ಲಿರುವ ಜಮೀನಿನ ಮೂಲ ಕ್ರಯಪತ್ರ ದಿನಾಂಕ 25-02-2025 ರಂದು ಕಳೆದುಹೋಗಿದ್ದು ಈ ಬಗ್ಗೆ ಪೊಲೀಸ್ ಠಾಣೆಯಲ್ಲಿ ದೂರು ದಾಖಲಿಸಲಾಗಿದೆ. (E lost Number 1605159, Dated: 13-05-2025) ಯಾರಿಗಾದರೂ ಸಿಕ್ಕಲ್ಲಿ ಸಂಪರ್ಕಿಸಬಹುದು.: [687, 1806, 975, 1856]
bridge-body-col3: ಜೊತೆಗೆ ಅವರಿಗೆ ತರಬೇತಿ ನೀಡಿ ಅವರನ್ನು ಸ್ಪರ್ಧಾತ್ಮಕ ಜಗತ್ತಿಗೆ ಸಜ್ಜುಗೊಳಿಸುವುದಾಗಿದೆ. ಶಿಬಿರದಲ್ಲಿ ನೂರಕ್ಕೂ ಹೆಚ್ಚು ವಿದ್ಯಾರ್ಥಿಗಳು ಪಾಲ್ಗೊಂಡಿದ್ದಾರೆ ಎಂದು ಸಂಘಟಕರು ತಿಳಿಸಿದರು.: [356, 771, 510, 841]
wards-photo: [245, 1578, 667, 1810]
table-row: [997, 486, 1296, 504]
lead-body-col3: ಚುನಾವಣೆಯ ಬಗ್ಗೆ ಚಿಂತನೆ, ಆದರೆ ಪ್ರಜ್ಞಾವಂತ ರಾಜಕಾರಣಿಗಳು ಮುಂದಿನ ಪೀಳಿಗೆಯ ಬಗ್ಗೆ ಚಿಂತನೆ ನಡೆಸುತ್ತಾರೆ. ಶಿಕ್ಷಣ ಸಂಸ್ಥೆಗಳ ಮೂಲಕ ಸಂಸ್ಕಾರ ನೀಡುವುದು ಅಗತ್ಯ. ಗ್ರಾಮೀಣ ಭಾಗದ ವಿದ್ಯಾರ್ಥಿಗಳಿಗೂ ಉತ್ತಮ ಶಿಕ್ಷಣ ಸೌಲಭ್ಯ ದೊರಕಬೇಕು ಎಂಬ ಉದ್ದೇಶದಿಂದ ತಾಲೂಕಿನಲ್ಲಿ ಹಲವು ಶಿಕ್ಷಣ ಸಂಸ್ಥೆಗಳನ್ನು ಆರಂಭಿಸಲಾಗಿದೆ ಎಂದರು.: [505, 399, 725, 484]
table-row: [997, 504, 1296, 522]
list-item-label: 7) ತಾಲೂಕಆಸ್ಪತ್ರೆ, ಯಲ್ಲಾಪುರ: [997, 1498, 1089, 1510]
table-cell: [1022, 926, 1168, 944]
table-cell: 2: [997, 504, 1023, 522]
bridge-body-col1: ಸಾಗರ: ವಿದ್ಯಾರ್ಥಿಗಳು ಸ್ಪರ್ಧಾತ್ಮಕ ಜಗತ್ತಿನಲ್ಲಿ ಎದುರಿಸಲು ಸಜ್ಜಾಗಬೇಕು. ವಿದ್ಯಾರ್ಥಿ ಜೀವನದಲ್ಲಿ ಸಿಗುವ ತರಬೇತಿಗಳನ್ನು ಸದ್ಬಳಕೆ ಮಾಡಿಕೊಂಡು ಉತ್ತಮ ಭವಿಷ್ಯ ರೂಪಿಸಿಕೊಳ್ಳಬೇಕು ಎಂದು ನ್ಯಾಯವಾದಿ ನಾಗರಾಜ್ ಕರೆ ನೀಡಿದರು. ಇಲ್ಲಿನ ಶ್ರೀಗಂಧ ಶಂಕರಮಠದಲ್ಲಿ ಸೋಮವಾರ ವಿದ್ಯಾರ್ಥಿಗಳಿಗೆ ಆಯೋಜಿಸಿದ್ದ ವಸತಿಸಹಿತ ಸೇತುಬಂಧ ಶಿಬಿರವನ್ನು ಉದ್ಘಾಟಿಸಿ ಅವರು ಮಾತನಾಡಿದರು.: [40, 639, 190, 782]
table-row: [997, 979, 1296, 997]
ad-post-line: ಹುದ್ದೆಯ ವಿವರ : ಒಟ್ಟು 37 ಹುದ್ದೆಗಳು ತಜ್ಞವೈದ್ಯರ ಸಂಚಿತ ವೇತನ: ರೂ. 1,30,000/-: [1003, 451, 1289, 462]
list-item: 13) ಪ್ರಾಥಮಿಕ ಆರೋಗ್ಯಕೇಂದ್ರ, ಸಾಂಬ್ರಾಣಿ, ತಾ: ಹಳಿಯಾಳ: [997, 1338, 1174, 1349]
list-item-count: 04: [1283, 1537, 1295, 1549]
